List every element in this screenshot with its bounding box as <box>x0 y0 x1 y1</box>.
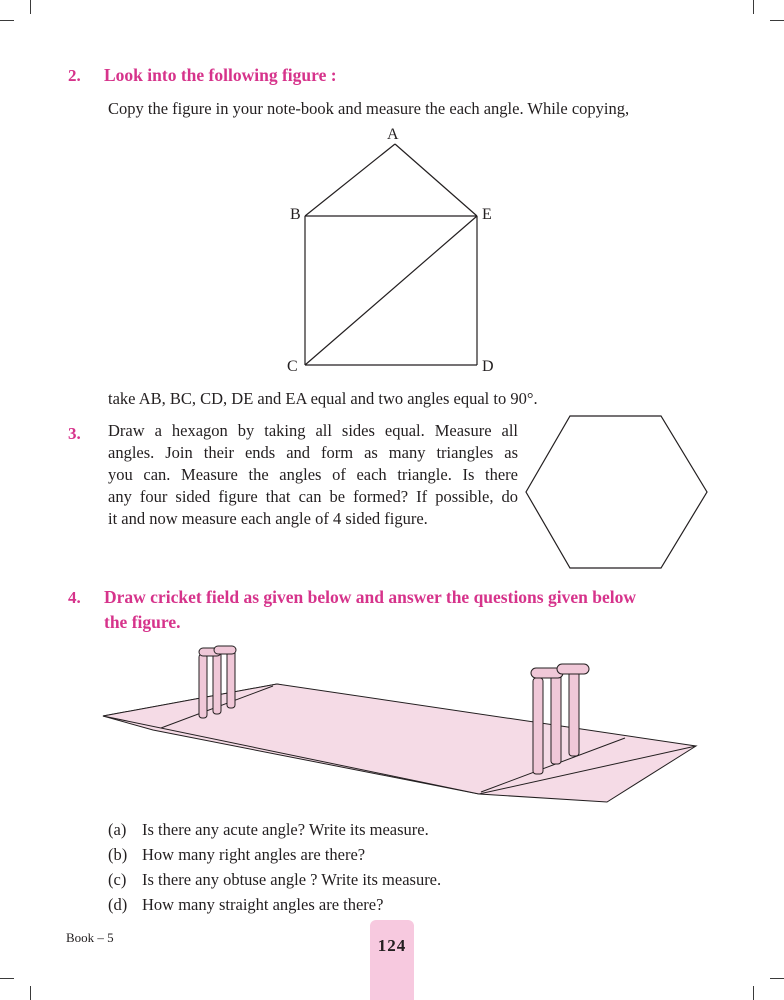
vertex-label-b: B <box>290 206 301 223</box>
subquestion-b <box>108 845 365 865</box>
q3-line: Draw a hexagon by taking all sides equal. Measure all <box>108 421 518 440</box>
q3-line: any four sided figure that can be formed? If possible, do <box>108 487 518 506</box>
crop-mark <box>0 978 14 979</box>
subquestion-text: Is there any obtuse angle ? Write its measure. <box>142 870 442 889</box>
crop-mark <box>30 0 31 14</box>
subquestion-c <box>108 870 441 890</box>
left-wickets <box>199 646 236 718</box>
subquestion-label: (a) <box>108 820 127 839</box>
q2-heading: Look into the following figure : <box>104 65 337 85</box>
q2-instruction-line1: Copy the figure in your note-book and measure the each angle. While copying, <box>108 99 630 118</box>
crop-mark <box>770 978 784 979</box>
hexagon-figure <box>520 408 715 576</box>
hexagon <box>526 416 707 568</box>
q2-number: 2. <box>68 66 81 85</box>
q3-number: 3. <box>68 424 81 443</box>
q4-heading-line1: Draw cricket field as given below and answer the questions given below <box>104 587 636 607</box>
subquestion-d <box>108 895 383 915</box>
q3-line: angles. Join their ends and form as many triangles as <box>108 443 518 462</box>
segment-ce <box>305 216 477 365</box>
subquestion-label: (d) <box>108 895 128 914</box>
q3-line: it and now measure each angle of 4 sided figure. <box>108 509 428 528</box>
q3-text <box>108 420 518 530</box>
subquestion-text: How many right angles are there? <box>142 845 366 864</box>
vertex-label-e: E <box>482 206 492 223</box>
subquestion-label: (b) <box>108 845 128 864</box>
q2-instruction-line2: take AB, BC, CD, DE and EA equal and two angles equal to 90°. <box>108 389 538 408</box>
subquestion-text: How many straight angles are there? <box>142 895 384 914</box>
cricket-field-illustration <box>95 636 715 816</box>
vertex-label-d: D <box>482 358 494 375</box>
crop-mark <box>0 20 14 21</box>
vertex-label-c: C <box>287 358 298 375</box>
crop-mark <box>30 986 31 1000</box>
page-number: 124 <box>370 920 414 1000</box>
q3-line: you can. Measure the angles of each triangle. Is there <box>108 465 518 484</box>
q4-heading-line2: the figure. <box>104 612 181 632</box>
subquestion-label: (c) <box>108 870 127 889</box>
crop-mark <box>770 20 784 21</box>
crop-mark <box>753 986 754 1000</box>
vertex-label-a: A <box>387 126 399 143</box>
subquestion-text: Is there any acute angle? Write its measure. <box>142 820 429 839</box>
subquestion-a <box>108 820 429 840</box>
segment-ae <box>395 144 477 216</box>
q4-number: 4. <box>68 588 81 607</box>
house-figure <box>280 120 520 390</box>
segment-ab <box>305 144 395 216</box>
crop-mark <box>753 0 754 14</box>
book-label: Book – 5 <box>66 930 114 945</box>
